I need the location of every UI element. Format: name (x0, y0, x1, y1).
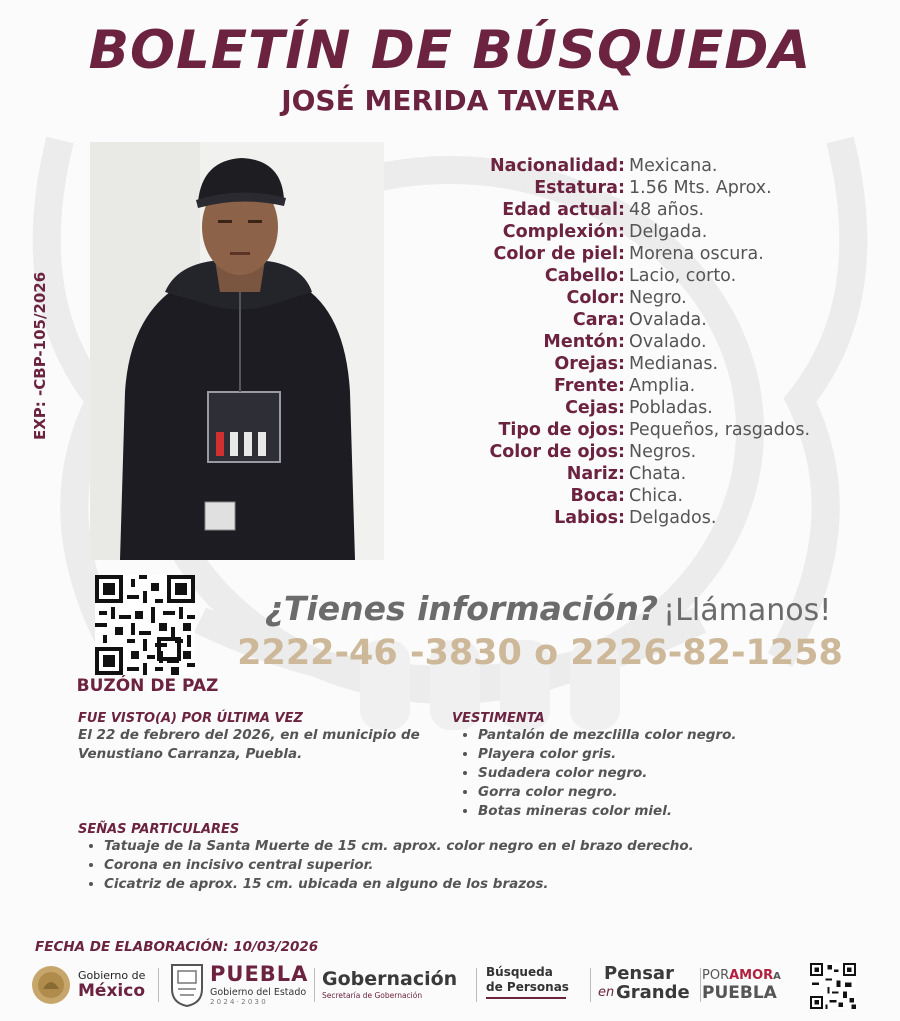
busqueda-logo-underline (486, 997, 566, 999)
buzon-de-paz-qr-code[interactable] (95, 575, 195, 675)
cta-call: ¡Llámanos! (663, 593, 832, 628)
attribute-value: Pobladas. (629, 398, 713, 418)
attribute-label: Orejas: (554, 354, 625, 374)
logo-divider (590, 968, 591, 1002)
attribute-row (420, 287, 890, 309)
puebla-shield-icon (170, 963, 204, 1007)
attribute-label: Nacionalidad: (490, 156, 625, 176)
attribute-value: Negros. (629, 442, 697, 462)
bulletin-title: BOLETÍN DE BÚSQUEDA (88, 20, 812, 81)
busqueda-logo-line2: de Personas (486, 980, 569, 994)
attribute-row (420, 309, 890, 331)
file-number: EXP: -CBP-105/2026 (31, 271, 49, 440)
logo-divider (314, 968, 315, 1002)
marks-title: SEÑAS PARTICULARES (78, 822, 240, 837)
attribute-label: Color de piel: (493, 244, 625, 264)
pensar-en-grande-logo (598, 960, 698, 1010)
attribute-value: Mexicana. (629, 156, 718, 176)
amor-logo-a: A (773, 971, 781, 982)
list-item: • Gorra color negro. (478, 783, 872, 802)
pensar-logo-line2: Grande (616, 982, 690, 1003)
attribute-row (420, 485, 890, 507)
amor-logo-line2: PUEBLA (702, 983, 777, 1003)
gobernacion-logo-title: Gobernación (322, 968, 458, 990)
physical-description (420, 155, 890, 529)
attribute-row (420, 397, 890, 419)
mexico-eagle-seal-icon (30, 963, 72, 1007)
attribute-label: Labios: (554, 508, 625, 528)
attribute-value: 1.56 Mts. Aprox. (629, 178, 772, 198)
person-photo (90, 142, 384, 560)
busqueda-de-personas-logo (486, 960, 586, 1010)
list-item: • Playera color gris. (478, 745, 872, 764)
attribute-label: Tipo de ojos: (498, 420, 625, 440)
attribute-label: Estatura: (534, 178, 625, 198)
clothing-section (452, 711, 872, 821)
attribute-label: Color: (566, 288, 625, 308)
attribute-label: Cejas: (565, 398, 625, 418)
attribute-value: Morena oscura. (629, 244, 764, 264)
pensar-logo-en: en (598, 985, 615, 1000)
distinguishing-marks-section (78, 822, 868, 894)
attribute-row (420, 243, 890, 265)
list-item: • Pantalón de mezclilla color negro. (478, 726, 872, 745)
attribute-label: Cara: (572, 310, 625, 330)
list-item: • Corona en incisivo central superior. (104, 856, 868, 875)
attribute-value: 48 años. (629, 200, 705, 220)
qr-label: BUZÓN DE PAZ (76, 676, 219, 696)
clothing-list (452, 726, 872, 821)
attribute-row (420, 199, 890, 221)
list-item: • Cicatriz de aprox. 15 cm. ubicada en alguno de los brazos. (104, 875, 868, 894)
attribute-label: Color de ojos: (489, 442, 625, 462)
attribute-value: Ovalado. (629, 332, 707, 352)
marks-list (78, 837, 868, 894)
attribute-row (420, 177, 890, 199)
puebla-gobierno-logo (170, 960, 310, 1010)
amor-logo-por: POR (702, 968, 730, 983)
logo-divider (158, 968, 159, 1002)
logo-divider (476, 968, 477, 1002)
attribute-row (420, 375, 890, 397)
missing-person-name: JOSÉ MERIDA TAVERA (281, 84, 619, 117)
attribute-label: Nariz: (566, 464, 625, 484)
attribute-value: Lacio, corto. (629, 266, 737, 286)
creation-date: FECHA DE ELABORACIÓN: 10/03/2026 (35, 939, 319, 955)
attribute-label: Complexión: (502, 222, 625, 242)
gobierno-de-mexico-logo (30, 960, 152, 1010)
attribute-label: Frente: (553, 376, 625, 396)
attribute-row (420, 155, 890, 177)
footer-qr-code[interactable] (810, 963, 856, 1009)
attribute-row (420, 331, 890, 353)
puebla-logo-title: PUEBLA (210, 962, 309, 986)
attribute-value: Delgada. (629, 222, 708, 242)
attribute-value: Medianas. (629, 354, 719, 374)
attribute-value: Negro. (629, 288, 687, 308)
amor-logo-amor: AMOR (729, 968, 774, 983)
last-seen-title: FUE VISTO(A) POR ÚLTIMA VEZ (78, 711, 303, 726)
attribute-label: Boca: (570, 486, 625, 506)
mexico-logo-line1: Gobierno de (78, 969, 146, 982)
list-item: • Sudadera color negro. (478, 764, 872, 783)
list-item: • Tatuaje de la Santa Muerte de 15 cm. aprox. color negro en el brazo derecho. (104, 837, 868, 856)
attribute-row (420, 419, 890, 441)
attribute-value: Chica. (629, 486, 684, 506)
attribute-row (420, 353, 890, 375)
pensar-logo-line1: Pensar (604, 963, 674, 984)
attribute-value: Delgados. (629, 508, 717, 528)
attribute-label: Cabello: (544, 266, 625, 286)
call-to-action (218, 589, 878, 628)
gobernacion-logo (322, 960, 472, 1010)
attribute-row (420, 463, 890, 485)
list-item: • Botas mineras color miel. (478, 802, 872, 821)
por-amor-a-puebla-logo (702, 960, 792, 1010)
puebla-logo-years: 2 0 2 4 · 2 0 3 0 (210, 998, 266, 1006)
logo-divider (700, 968, 701, 1002)
attribute-row (420, 265, 890, 287)
mexico-logo-line2: México (78, 981, 145, 1001)
footer-logos (30, 960, 870, 1010)
attribute-value: Chata. (629, 464, 687, 484)
phone-numbers[interactable]: 2222-46 -3830 o 2226-82-1258 (237, 633, 843, 673)
clothing-title: VESTIMENTA (452, 711, 545, 726)
attribute-row (420, 441, 890, 463)
attribute-row (420, 507, 890, 529)
last-seen-section (78, 711, 438, 764)
puebla-logo-subtitle: Gobierno del Estado (210, 987, 307, 998)
last-seen-text: El 22 de febrero del 2026, en el municipio de Venustiano Carranza, Puebla. (78, 727, 420, 762)
attribute-value: Pequeños, rasgados. (629, 420, 811, 440)
cta-question: ¿Tienes información? (264, 589, 659, 628)
attribute-value: Ovalada. (629, 310, 707, 330)
attribute-value: Amplia. (629, 376, 696, 396)
attribute-label: Edad actual: (502, 200, 625, 220)
gobernacion-logo-subtitle: Secretaría de Gobernación (322, 991, 423, 1000)
attribute-label: Mentón: (543, 332, 625, 352)
busqueda-logo-line1: Búsqueda (486, 965, 553, 979)
amor-logo-line1 (702, 968, 781, 983)
attribute-row (420, 221, 890, 243)
